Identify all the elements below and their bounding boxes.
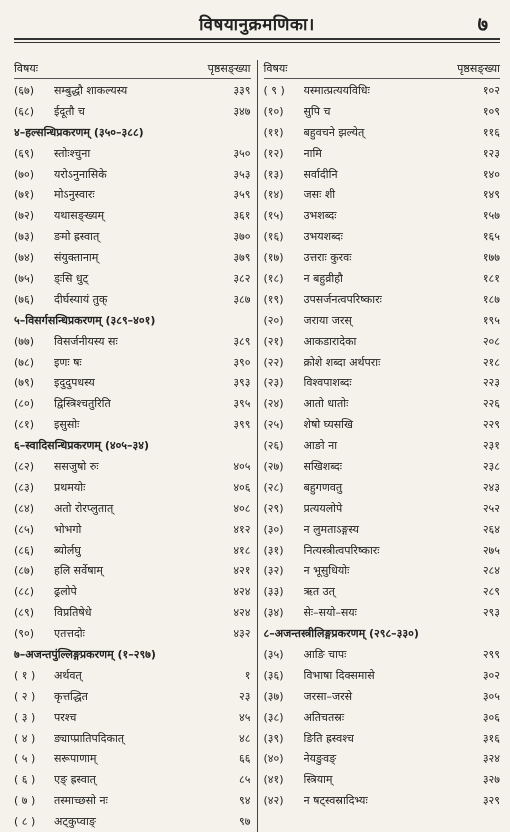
entry-page: २३१	[482, 439, 500, 453]
index-entry	[264, 456, 501, 477]
entry-term: नित्यस्त्रीत्वपरिष्कारः	[303, 543, 380, 557]
section-heading	[14, 122, 251, 143]
index-entry	[14, 414, 251, 435]
header-divider	[14, 38, 500, 40]
entry-term: ड्ःसि धुट्	[54, 271, 89, 285]
entry-term: सुपि च	[303, 104, 331, 118]
index-entry	[14, 581, 251, 602]
entry-number: (६९)	[14, 146, 35, 160]
entry-page: १४०	[482, 167, 500, 181]
index-entry	[264, 519, 501, 540]
entry-page: ४२४	[233, 606, 251, 620]
entry-page: ३३९	[233, 83, 251, 97]
entry-number: (७०)	[14, 167, 35, 181]
entry-number: (२८)	[263, 480, 284, 494]
entry-page: २६४	[482, 522, 500, 536]
index-entry	[264, 143, 501, 164]
index-entry	[264, 540, 501, 561]
index-entry	[14, 477, 251, 498]
page-number: ७	[477, 12, 488, 36]
entry-page: ३०५	[482, 689, 500, 703]
entry-page: २५२	[482, 501, 500, 515]
index-entry	[14, 540, 251, 561]
entry-number: (२१)	[263, 334, 284, 348]
entry-number: (२६)	[263, 439, 284, 453]
index-entry	[14, 80, 251, 101]
entry-page: ४०८	[233, 501, 251, 515]
entry-term: बहुवचने झल्येत्	[303, 125, 365, 139]
index-entry	[14, 560, 251, 581]
entry-page: ४८	[239, 731, 251, 745]
index-entry	[264, 268, 501, 289]
entry-number: (३१)	[263, 543, 284, 557]
entry-term: अतो रोरप्लुतात्	[54, 501, 114, 515]
entry-page: ८५	[239, 773, 251, 787]
entry-term: क्रोशे शब्दा अर्थपराः	[303, 355, 381, 369]
index-entry	[264, 101, 501, 122]
entry-term: एतत्तदोः	[54, 627, 85, 641]
entry-term: बहुगणवतु	[303, 480, 343, 494]
index-entry	[14, 205, 251, 226]
index-entry	[14, 686, 251, 707]
entry-term: आङि चापः	[303, 647, 347, 661]
entry-number: (१२)	[263, 146, 284, 160]
index-entry	[264, 728, 501, 749]
entry-number: (७२)	[14, 209, 35, 223]
entry-page: २२६	[482, 397, 500, 411]
entry-number: (३३)	[263, 585, 284, 599]
section-heading	[14, 644, 251, 665]
right-column-header	[264, 60, 501, 79]
entry-term: आतो धातोः	[303, 397, 349, 411]
left-column-header	[14, 60, 251, 79]
entry-number: (८८)	[14, 585, 35, 599]
page-title: विषयानुक्रमणिका।	[199, 15, 315, 35]
index-entry	[14, 331, 251, 352]
entry-page: ३०६	[482, 710, 500, 724]
entry-number: (३५)	[263, 647, 284, 661]
entry-page: ४२१	[233, 564, 251, 578]
entry-term: यस्मात्प्रत्ययविधिः	[303, 83, 370, 97]
entry-page: ३८९	[233, 334, 251, 348]
index-entry	[264, 205, 501, 226]
entry-number: ( ८ )	[14, 815, 36, 829]
entry-page: ६६	[239, 752, 251, 766]
entry-term: विसर्जनीयस्य सः	[54, 334, 118, 348]
index-entry	[264, 644, 501, 665]
index-entry	[264, 602, 501, 623]
entry-term: न लुमताऽङ्गस्य	[303, 522, 360, 536]
entry-number: (२५)	[263, 418, 284, 432]
header-divider-thin	[14, 42, 500, 43]
index-entry	[264, 769, 501, 790]
entry-page: ३५३	[233, 167, 251, 181]
entry-number: (१०)	[263, 104, 284, 118]
entry-term: ईदूतौ च	[54, 104, 85, 118]
entry-number: (३९)	[263, 731, 284, 745]
entry-term: विप्रतिषेधे	[54, 606, 92, 620]
index-entry	[264, 749, 501, 770]
index-entry	[14, 665, 251, 686]
entry-term: स्त्रियाम्	[303, 773, 333, 787]
entry-page: ३८७	[233, 292, 251, 306]
entry-page: ३०२	[482, 668, 500, 682]
entry-page: ४०५	[233, 459, 251, 473]
entry-number: (७९)	[14, 376, 35, 390]
entry-page: ३९०	[233, 355, 251, 369]
section-heading	[14, 435, 251, 456]
entry-number: (२२)	[263, 355, 284, 369]
entry-number: (६७)	[14, 83, 35, 97]
index-entry	[14, 769, 251, 790]
entry-term: विश्वपाशब्दः	[303, 376, 352, 390]
left-column	[14, 60, 258, 832]
entry-number: (४१)	[263, 773, 284, 787]
entry-page: २७५	[482, 543, 500, 557]
entry-page: ४२४	[233, 585, 251, 599]
entry-number: ( ४ )	[14, 731, 36, 745]
index-entry	[264, 184, 501, 205]
index-entry	[264, 122, 501, 143]
entry-number: (४२)	[263, 794, 284, 808]
entry-term: ङिति ह्रस्वश्च	[303, 731, 354, 745]
entry-page: १०९	[482, 104, 500, 118]
index-entry	[264, 352, 501, 373]
entry-term: ङ्याप्प्रातिपदिकात्	[54, 731, 125, 745]
index-entry	[264, 164, 501, 185]
entry-term: सरूपाणाम्	[54, 752, 97, 766]
entry-number: (१९)	[263, 292, 284, 306]
index-entry	[14, 498, 251, 519]
entry-number: (३०)	[263, 522, 284, 536]
entry-number: (१४)	[263, 188, 284, 202]
entry-term: तस्माच्छसो नः	[54, 794, 108, 808]
entry-term: ससजुषो रुः	[54, 459, 99, 473]
index-entry	[14, 226, 251, 247]
index-entry	[14, 519, 251, 540]
entry-number: (८५)	[14, 522, 35, 536]
index-entry	[264, 372, 501, 393]
entry-term: नेयङुवङ्	[303, 752, 337, 766]
entry-page: २८४	[482, 564, 500, 578]
index-entry	[14, 623, 251, 644]
entry-page: २३	[239, 689, 251, 703]
entry-term: उभयशब्दः	[303, 230, 343, 244]
entry-page: ४१८	[233, 543, 251, 557]
entry-term: ढ्रलोपे	[54, 585, 77, 599]
entry-page: २२९	[482, 418, 500, 432]
entry-term: परश्च	[54, 710, 77, 724]
entry-number: (२९)	[263, 501, 284, 515]
entry-page: ३१६	[482, 731, 500, 745]
index-entry	[14, 372, 251, 393]
index-entry	[264, 707, 501, 728]
entry-number: (३८)	[263, 710, 284, 724]
index-entry	[264, 560, 501, 581]
entry-page: ३८२	[233, 271, 251, 285]
entry-number: (१७)	[263, 251, 284, 265]
index-entry	[14, 289, 251, 310]
entry-page: १५७	[482, 209, 500, 223]
section-heading-text: ४–हल्सन्धिप्रकरणम् (३५०–३८८)	[14, 125, 144, 139]
entry-number: (७८)	[14, 355, 35, 369]
entry-term: भोभगो	[54, 522, 82, 536]
entry-page: ४५	[239, 710, 251, 724]
entry-number: (८४)	[14, 501, 35, 515]
entry-number: ( ६ )	[14, 773, 36, 787]
entry-number: (३७)	[263, 689, 284, 703]
entry-page: ३७९	[233, 251, 251, 265]
entry-page: ४०६	[233, 480, 251, 494]
entry-number: (८१)	[14, 418, 35, 432]
index-entry	[264, 414, 501, 435]
entry-number: (४०)	[263, 752, 284, 766]
entry-page: ३६१	[233, 209, 251, 223]
entry-term: इसुसोः	[54, 418, 80, 432]
index-entry	[264, 80, 501, 101]
entry-term: यथासङ्ख्यम्	[54, 209, 105, 223]
entry-page: ९७	[239, 815, 251, 829]
entry-number: (१६)	[263, 230, 284, 244]
index-entry	[264, 435, 501, 456]
entry-number: (१५)	[263, 209, 284, 223]
entry-term: दीर्घस्यायं तुक्	[54, 292, 108, 306]
section-heading-text: ६–स्वादिसन्धिप्रकरणम् (४०५–३४)	[14, 439, 149, 453]
entry-number: (८३)	[14, 480, 35, 494]
entry-number: (७१)	[14, 188, 35, 202]
entry-page: ३५९	[233, 188, 251, 202]
entry-page: १	[244, 668, 251, 682]
entry-number: ( २ )	[14, 689, 36, 703]
entry-page: १७७	[482, 251, 500, 265]
entry-number: (६८)	[14, 104, 35, 118]
entry-number: (२०)	[263, 313, 284, 327]
entry-term: अट्कुप्वाङ्	[54, 815, 96, 829]
index-entry	[14, 247, 251, 268]
entry-term: ङमो ह्रस्वात्	[54, 230, 100, 244]
index-entry	[264, 498, 501, 519]
entry-page: २१८	[482, 355, 500, 369]
entry-number: ( ९ )	[263, 83, 285, 97]
entry-page: ३२४	[482, 752, 500, 766]
index-entry	[264, 665, 501, 686]
entry-page: १०२	[482, 83, 500, 97]
index-entry	[264, 790, 501, 811]
entry-term: ब्योर्लघु	[54, 543, 81, 557]
index-entry	[264, 310, 501, 331]
section-heading-text: ५–विसर्गसन्धिप्रकरणम् (३८९–४०१)	[14, 313, 156, 327]
entry-term: द्विस्त्रिश्चतुरिति	[54, 397, 111, 411]
entry-page: २९३	[482, 606, 500, 620]
entry-term: प्रथमयोः	[54, 480, 86, 494]
entry-page: ३२७	[482, 773, 500, 787]
entry-term: अतिचतस्रः	[303, 710, 345, 724]
index-entry	[14, 184, 251, 205]
entry-page: ३९९	[233, 418, 251, 432]
entry-page: १८७	[482, 292, 500, 306]
entry-number: (३४)	[263, 606, 284, 620]
entry-page: ३२९	[482, 794, 500, 808]
entry-term: उत्तराः कुरवः	[303, 251, 352, 265]
entry-number: (७४)	[14, 251, 35, 265]
entry-term: कृत्तद्धित	[54, 689, 88, 703]
entry-term: सखिशब्दः	[303, 459, 342, 473]
entry-page: ४१२	[233, 522, 251, 536]
entry-term: ऋत उत्	[303, 585, 335, 599]
entry-term: आङो ना	[303, 439, 338, 453]
index-entry	[14, 707, 251, 728]
page-label: पृष्ठसङ्ख्या	[207, 62, 251, 75]
entry-page: ३५०	[233, 146, 251, 160]
index-columns	[14, 60, 500, 832]
entry-number: (८२)	[14, 459, 35, 473]
entry-page: ३७०	[233, 230, 251, 244]
entry-number: ( ५ )	[14, 752, 36, 766]
entry-number: (२३)	[263, 376, 284, 390]
entry-number: ( ३ )	[14, 710, 36, 724]
index-entry	[264, 226, 501, 247]
index-entry	[264, 247, 501, 268]
entry-number: ( ७ )	[14, 794, 36, 808]
entry-number: (३२)	[263, 564, 284, 578]
index-entry	[14, 811, 251, 832]
entry-term: न षट्स्वस्रादिभ्यः	[303, 794, 368, 808]
index-entry	[14, 352, 251, 373]
index-entry	[14, 790, 251, 811]
index-entry	[14, 143, 251, 164]
index-entry	[14, 749, 251, 770]
entry-term: इणः षः	[54, 355, 82, 369]
entry-term: अर्थवत्	[54, 668, 82, 682]
entry-page: २०८	[482, 334, 500, 348]
section-heading	[264, 623, 501, 644]
entry-term: यरोऽनुनासिके	[54, 167, 107, 181]
entry-page: १९५	[482, 313, 500, 327]
entry-number: (३६)	[263, 668, 284, 682]
entry-term: जरसा–जरसे	[303, 689, 353, 703]
page-label: पृष्ठसङ्ख्या	[457, 62, 500, 75]
entry-page: १२३	[482, 146, 500, 160]
entry-term: न भूसुधियोः	[303, 564, 350, 578]
entry-number: (१३)	[263, 167, 284, 181]
entry-term: प्रत्ययलोपे	[303, 501, 343, 515]
entry-number: (२४)	[263, 397, 284, 411]
entry-term: सम्बुद्धौ शाकल्यस्य	[54, 83, 128, 97]
entry-page: ३४७	[233, 104, 251, 118]
section-heading	[14, 310, 251, 331]
index-entry	[14, 101, 251, 122]
entry-term: एङ् ह्रस्वात्	[54, 773, 96, 787]
entry-number: (७३)	[14, 230, 35, 244]
entry-page: २९९	[482, 647, 500, 661]
entry-page: २३८	[482, 459, 500, 473]
index-entry	[264, 393, 501, 414]
index-entry	[264, 289, 501, 310]
entry-number: (२७)	[263, 459, 284, 473]
entry-number: (११)	[263, 125, 284, 139]
entry-term: जराया जरस्	[303, 313, 352, 327]
entry-number: (८७)	[14, 564, 35, 578]
entry-term: उभशब्दः	[303, 209, 337, 223]
entry-term: उपसर्जनत्वपरिष्कारः	[303, 292, 382, 306]
subject-label: विषयः	[14, 62, 38, 75]
index-entry	[14, 393, 251, 414]
entry-number: (८६)	[14, 543, 35, 557]
entry-term: संयुक्तानाम्	[54, 251, 99, 265]
entry-number: (८०)	[14, 397, 35, 411]
entry-page: २८९	[482, 585, 500, 599]
subject-label: विषयः	[263, 62, 288, 75]
index-entry	[14, 268, 251, 289]
right-column	[258, 60, 501, 832]
entry-term: शेषो घ्यसखि	[303, 418, 353, 432]
index-entry	[264, 477, 501, 498]
entry-number: (८९)	[14, 606, 35, 620]
entry-term: नामि	[303, 146, 322, 160]
entry-number: (१८)	[263, 271, 284, 285]
entry-page: १८१	[482, 271, 500, 285]
entry-page: २४३	[482, 480, 500, 494]
entry-page: १६५	[482, 230, 500, 244]
entry-term: सर्वादीनि	[303, 167, 338, 181]
entry-page: ११६	[482, 125, 500, 139]
entry-page: ३९३	[233, 376, 251, 390]
index-entry	[264, 581, 501, 602]
entry-number: (९०)	[14, 627, 35, 641]
entry-term: न बहुव्रीहौ	[303, 271, 343, 285]
entry-page: ३९५	[233, 397, 251, 411]
entry-term: हलि सर्वेषाम्	[54, 564, 103, 578]
index-entry	[264, 331, 501, 352]
entry-number: (७६)	[14, 292, 35, 306]
entry-term: सेः–सयो–सयः	[303, 606, 357, 620]
entry-term: मोऽनुस्वारः	[54, 188, 95, 202]
index-entry	[14, 602, 251, 623]
entry-page: १४९	[482, 188, 500, 202]
page-header	[14, 4, 500, 38]
index-entry	[14, 456, 251, 477]
entry-number: (७७)	[14, 334, 35, 348]
entry-term: आकडारादेका	[303, 334, 357, 348]
entry-page: ९४	[239, 794, 251, 808]
entry-term: इदुदुपधस्य	[54, 376, 95, 390]
index-entry	[14, 164, 251, 185]
entry-number: (७५)	[14, 271, 35, 285]
entry-number: ( १ )	[14, 668, 36, 682]
index-entry	[14, 728, 251, 749]
entry-page: ४३२	[233, 627, 251, 641]
section-heading-text: ७–अजन्तपुंल्लिङ्गप्रकरणम् (१–२९७)	[14, 647, 156, 661]
section-heading-text: ८–अजन्तस्त्रीलिङ्गप्रकरणम् (२९८–३३०)	[263, 627, 419, 641]
entry-term: विभाषा दिक्समासे	[303, 668, 375, 682]
entry-term: स्तोःश्चुना	[54, 146, 91, 160]
index-entry	[264, 686, 501, 707]
entry-page: २२३	[482, 376, 500, 390]
entry-term: जसः शी	[303, 188, 336, 202]
